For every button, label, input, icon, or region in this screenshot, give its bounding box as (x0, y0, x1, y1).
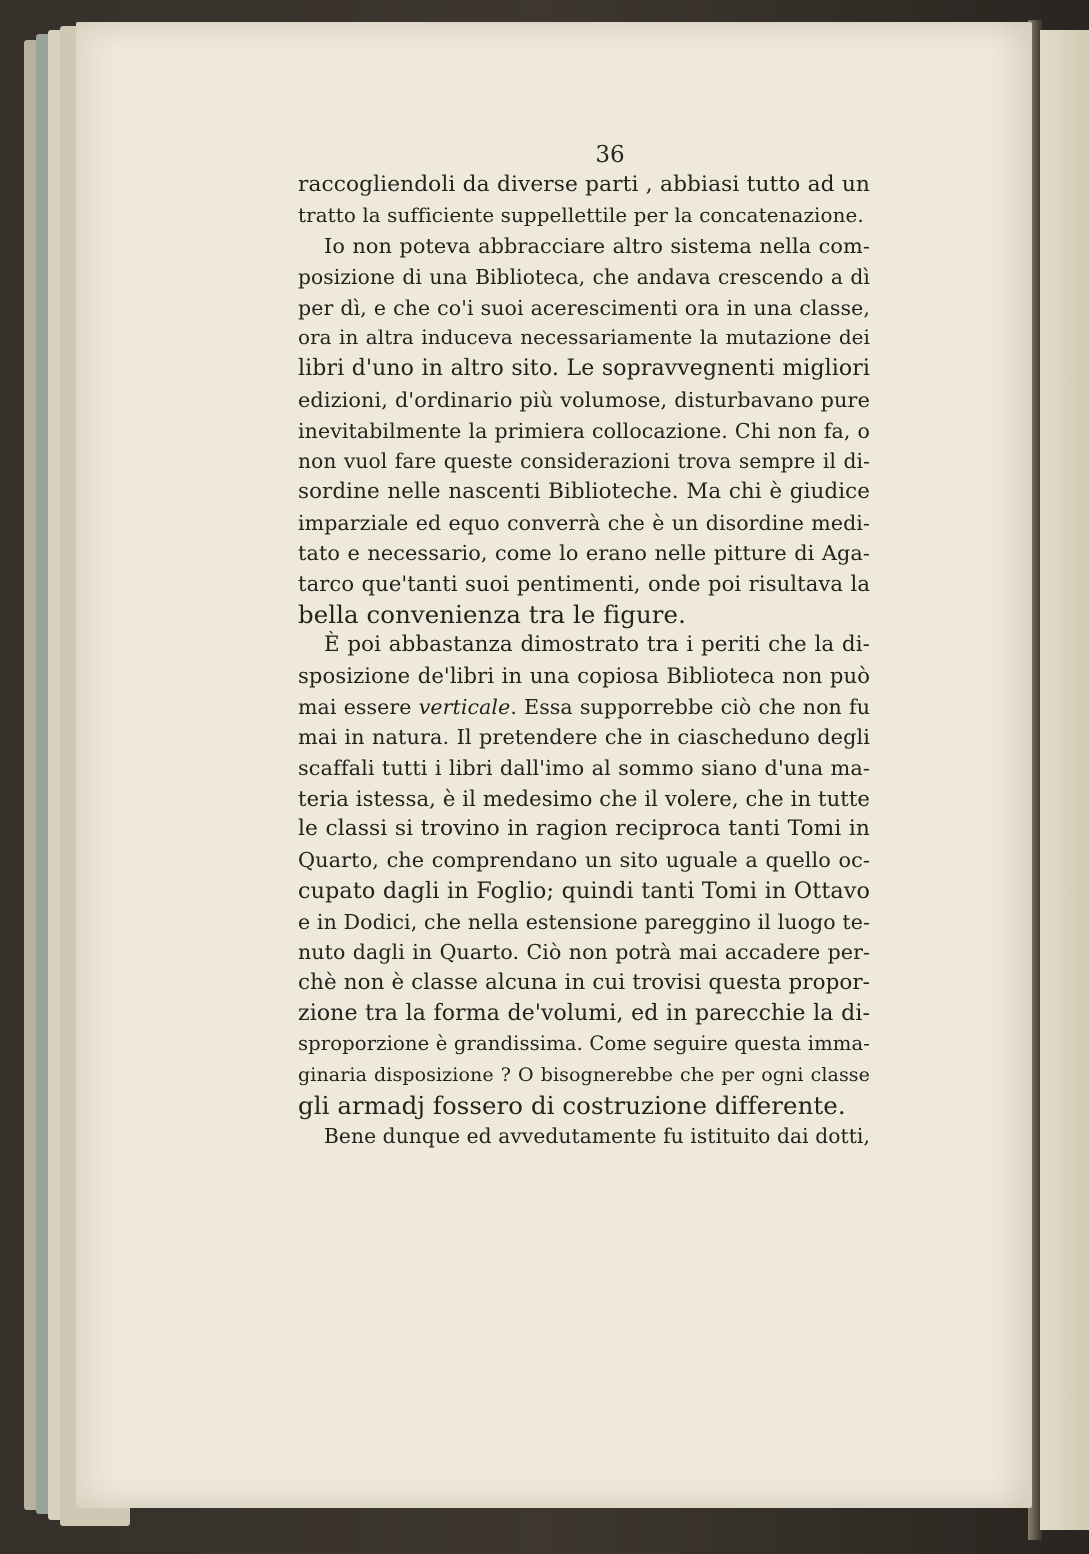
text-line: scaffali tutti i libri dall'imo al sommo siano d'una ma- (298, 756, 870, 781)
text-line: tratto la sufficiente suppellettile per la concatenazione. (298, 203, 864, 227)
text-line: gli armadj fossero di costruzione differente. (298, 1090, 846, 1120)
text-line: tarco que'tanti suoi pentimenti, onde poi risultava la (298, 570, 870, 596)
paragraph-start-line: Io non poteva abbracciare altro sistema nella com- (324, 234, 870, 259)
text-line: zione tra la forma de'volumi, ed in parecchie la di- (298, 1000, 870, 1026)
text-line: mai in natura. Il pretendere che in ciascheduno degli (298, 725, 870, 750)
text-line: cupato dagli in Foglio; quindi tanti Tomi in Ottavo (298, 877, 870, 904)
text-line: chè non è classe alcuna in cui trovisi questa propor- (298, 969, 870, 995)
text-run: . Essa supporrebbe ciò che non fu (510, 694, 870, 719)
text-line: inevitabilmente la primiera collocazione. Chi non fa, o (298, 418, 870, 443)
text-line: e in Dodici, che nella estensione pareggino il luogo te- (298, 909, 870, 934)
text-line: nuto dagli in Quarto. Ciò non potrà mai accadere per- (298, 940, 870, 965)
paragraph-start-line: È poi abbastanza dimostrato tra i periti che la di- (324, 632, 870, 658)
text-line: le classi si trovino in ragion reciproca tanti Tomi in (298, 816, 870, 842)
italic-term: verticale (418, 694, 511, 719)
text-line: teria istessa, è il medesimo che il volere, che in tutte (298, 785, 870, 811)
text-line: tato e necessario, come lo erano nelle pitture di Aga- (298, 541, 870, 566)
text-line: non vuol fare queste considerazioni trova sempre il di- (298, 449, 870, 474)
body-text (298, 170, 870, 1152)
text-line: sproporzione è grandissima. Come seguire questa imma- (298, 1032, 870, 1056)
text-line: raccogliendoli da diverse parti , abbiasi tutto ad un (298, 172, 870, 197)
next-page-edge (1040, 30, 1089, 1530)
page-number: 36 (595, 142, 625, 168)
text-line: per dì, e che co'i suoi acerescimenti ora in una classe, (298, 295, 870, 320)
text-line: posizione di una Biblioteca, che andava crescendo a dì (298, 265, 870, 290)
text-line: libri d'uno in altro sito. Le sopravvegnenti migliori (298, 356, 870, 382)
text-line-with-italic (298, 692, 870, 723)
text-line: sposizione de'libri in una copiosa Biblioteca non può (298, 663, 870, 688)
paragraph-start-line: Bene dunque ed avvedutamente fu istituito dai dotti, (324, 1124, 870, 1149)
text-line: Quarto, che comprendano un sito uguale a quello oc- (298, 848, 870, 873)
text-line: ginaria disposizione ? O bisognerebbe che per ogni classe (298, 1063, 870, 1086)
text-line: bella convenienza tra le figure. (298, 599, 686, 629)
text-line: imparziale ed equo converrà che è un disordine medi- (298, 510, 870, 535)
text-line: edizioni, d'ordinario più volumose, disturbavano pure (298, 387, 870, 412)
text-line: ora in altra induceva necessariamente la mutazione dei (298, 326, 870, 350)
text-line: sordine nelle nascenti Biblioteche. Ma chi è giudice (298, 478, 870, 504)
text-run: mai essere (298, 694, 419, 719)
